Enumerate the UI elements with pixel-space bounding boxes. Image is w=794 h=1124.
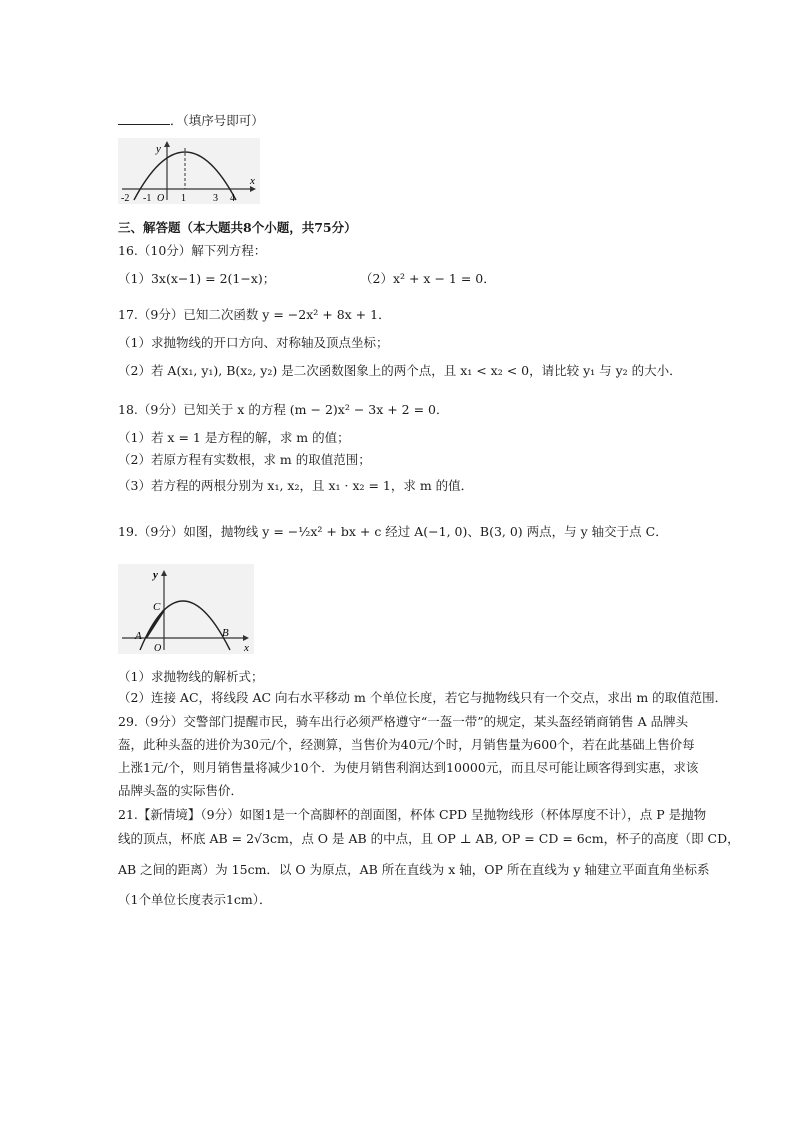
answer-blank[interactable]: [118, 112, 170, 125]
parabola-figure-2-svg: [118, 564, 254, 654]
x-label: x: [250, 175, 255, 187]
q17-part2: （2）若 A(x₁, y₁), B(x₂, y₂) 是二次函数图象上的两个点，且 x₁ < x₂ < 0，请比较 y₁ 与 y₂ 的大小．: [118, 363, 682, 378]
q16-part1: （1）3x(x−1) = 2(1−x)；: [118, 271, 276, 286]
q18-part2: （2）若原方程有实数根，求 m 的取值范围；: [118, 452, 371, 467]
q29-line4: 品牌头盔的实际售价．: [118, 783, 244, 798]
q21-line3: AB 之间的距离）为 15cm．以 O 为原点，AB 所在直线为 x 轴，OP 所在直线为 y 轴建立平面直角坐标系: [118, 862, 710, 877]
q29-line3: 上涨1元/个，则月销售量将减少10个．为使月销售利润达到10000元，而且尽可能让顾客得到实惠，求该: [118, 760, 699, 775]
parabola-figure-1-svg: [118, 138, 260, 204]
answer-hint-line: [118, 112, 264, 129]
tick-label-1: 1: [181, 193, 186, 204]
point-a-label: A: [135, 630, 142, 642]
segment-ac: [146, 610, 164, 638]
tick-label-4: 4: [230, 193, 235, 204]
q29-line1: 29.（9分）交警部门提醒市民，骑车出行必须严格遵守“一盔一带”的规定，某头盔经销商销售 A 品牌头: [118, 714, 689, 729]
q19-part1: （1）求抛物线的解析式；: [118, 669, 264, 684]
q21-line2: 线的顶点，杯底 AB = 2√3cm，点 O 是 AB 的中点，且 OP ⊥ AB, OP = CD = 6cm，杯子的高度（即 CD，: [118, 831, 740, 846]
origin-label: O: [154, 643, 162, 654]
tick-label-neg1: -1: [143, 193, 152, 204]
q18-stem: 18.（9分）已知关于 x 的方程 (m − 2)x² − 3x + 2 = 0．: [118, 402, 449, 417]
section-heading: 三、解答题（本大题共8个小题，共75分）: [118, 220, 357, 235]
answer-hint: ．（填序号即可）: [170, 113, 264, 128]
q19-stem: 19.（9分）如图，抛物线 y = −½x² + bx + c 经过 A(−1, 0)、B(3, 0) 两点，与 y 轴交于点 C．: [118, 524, 668, 539]
parabola-figure-1: [118, 138, 260, 204]
q17-stem: 17.（9分）已知二次函数 y = −2x² + 8x + 1．: [118, 307, 391, 322]
q17-part1: （1）求抛物线的开口方向、对称轴及顶点坐标；: [118, 335, 389, 350]
x-axis-arrow: [243, 635, 249, 641]
point-c-label: C: [153, 601, 161, 613]
q18-part1: （1）若 x = 1 是方程的解，求 m 的值；: [118, 430, 350, 445]
x-label: x: [244, 642, 249, 654]
y-label: y: [153, 569, 158, 581]
tick-label-neg2: -2: [121, 193, 130, 204]
q18-part3: （3）若方程的两根分别为 x₁, x₂，且 x₁ · x₂ = 1，求 m 的值．: [118, 478, 474, 493]
q21-line1: 21.【新情境】（9分）如图1是一个高脚杯的剖面图，杯体 CPD 呈抛物线形（杯体厚度不计），点 P 是抛物: [118, 807, 707, 822]
y-label: y: [156, 143, 161, 155]
q29-line2: 盔，此种头盔的进价为30元/个，经测算，当售价为40元/个时，月销售量为600个，若在此基础上售价每: [118, 737, 695, 752]
parabola-figure-2: [118, 564, 254, 654]
origin-label: O: [157, 193, 165, 204]
tick-label-3: 3: [213, 193, 218, 204]
q21-line4: （1个单位长度表示1cm）．: [118, 892, 272, 907]
point-b-label: B: [222, 627, 229, 639]
y-axis-arrow: [164, 141, 170, 147]
q16-stem: 16.（10分）解下列方程：: [118, 243, 267, 258]
q16-part2: （2）x² + x − 1 = 0．: [360, 271, 496, 286]
y-axis-arrow: [161, 570, 167, 576]
q19-part2: （2）连接 AC，将线段 AC 向右水平移动 m 个单位长度，若它与抛物线只有一个交点，求出 m 的取值范围．: [118, 690, 728, 705]
